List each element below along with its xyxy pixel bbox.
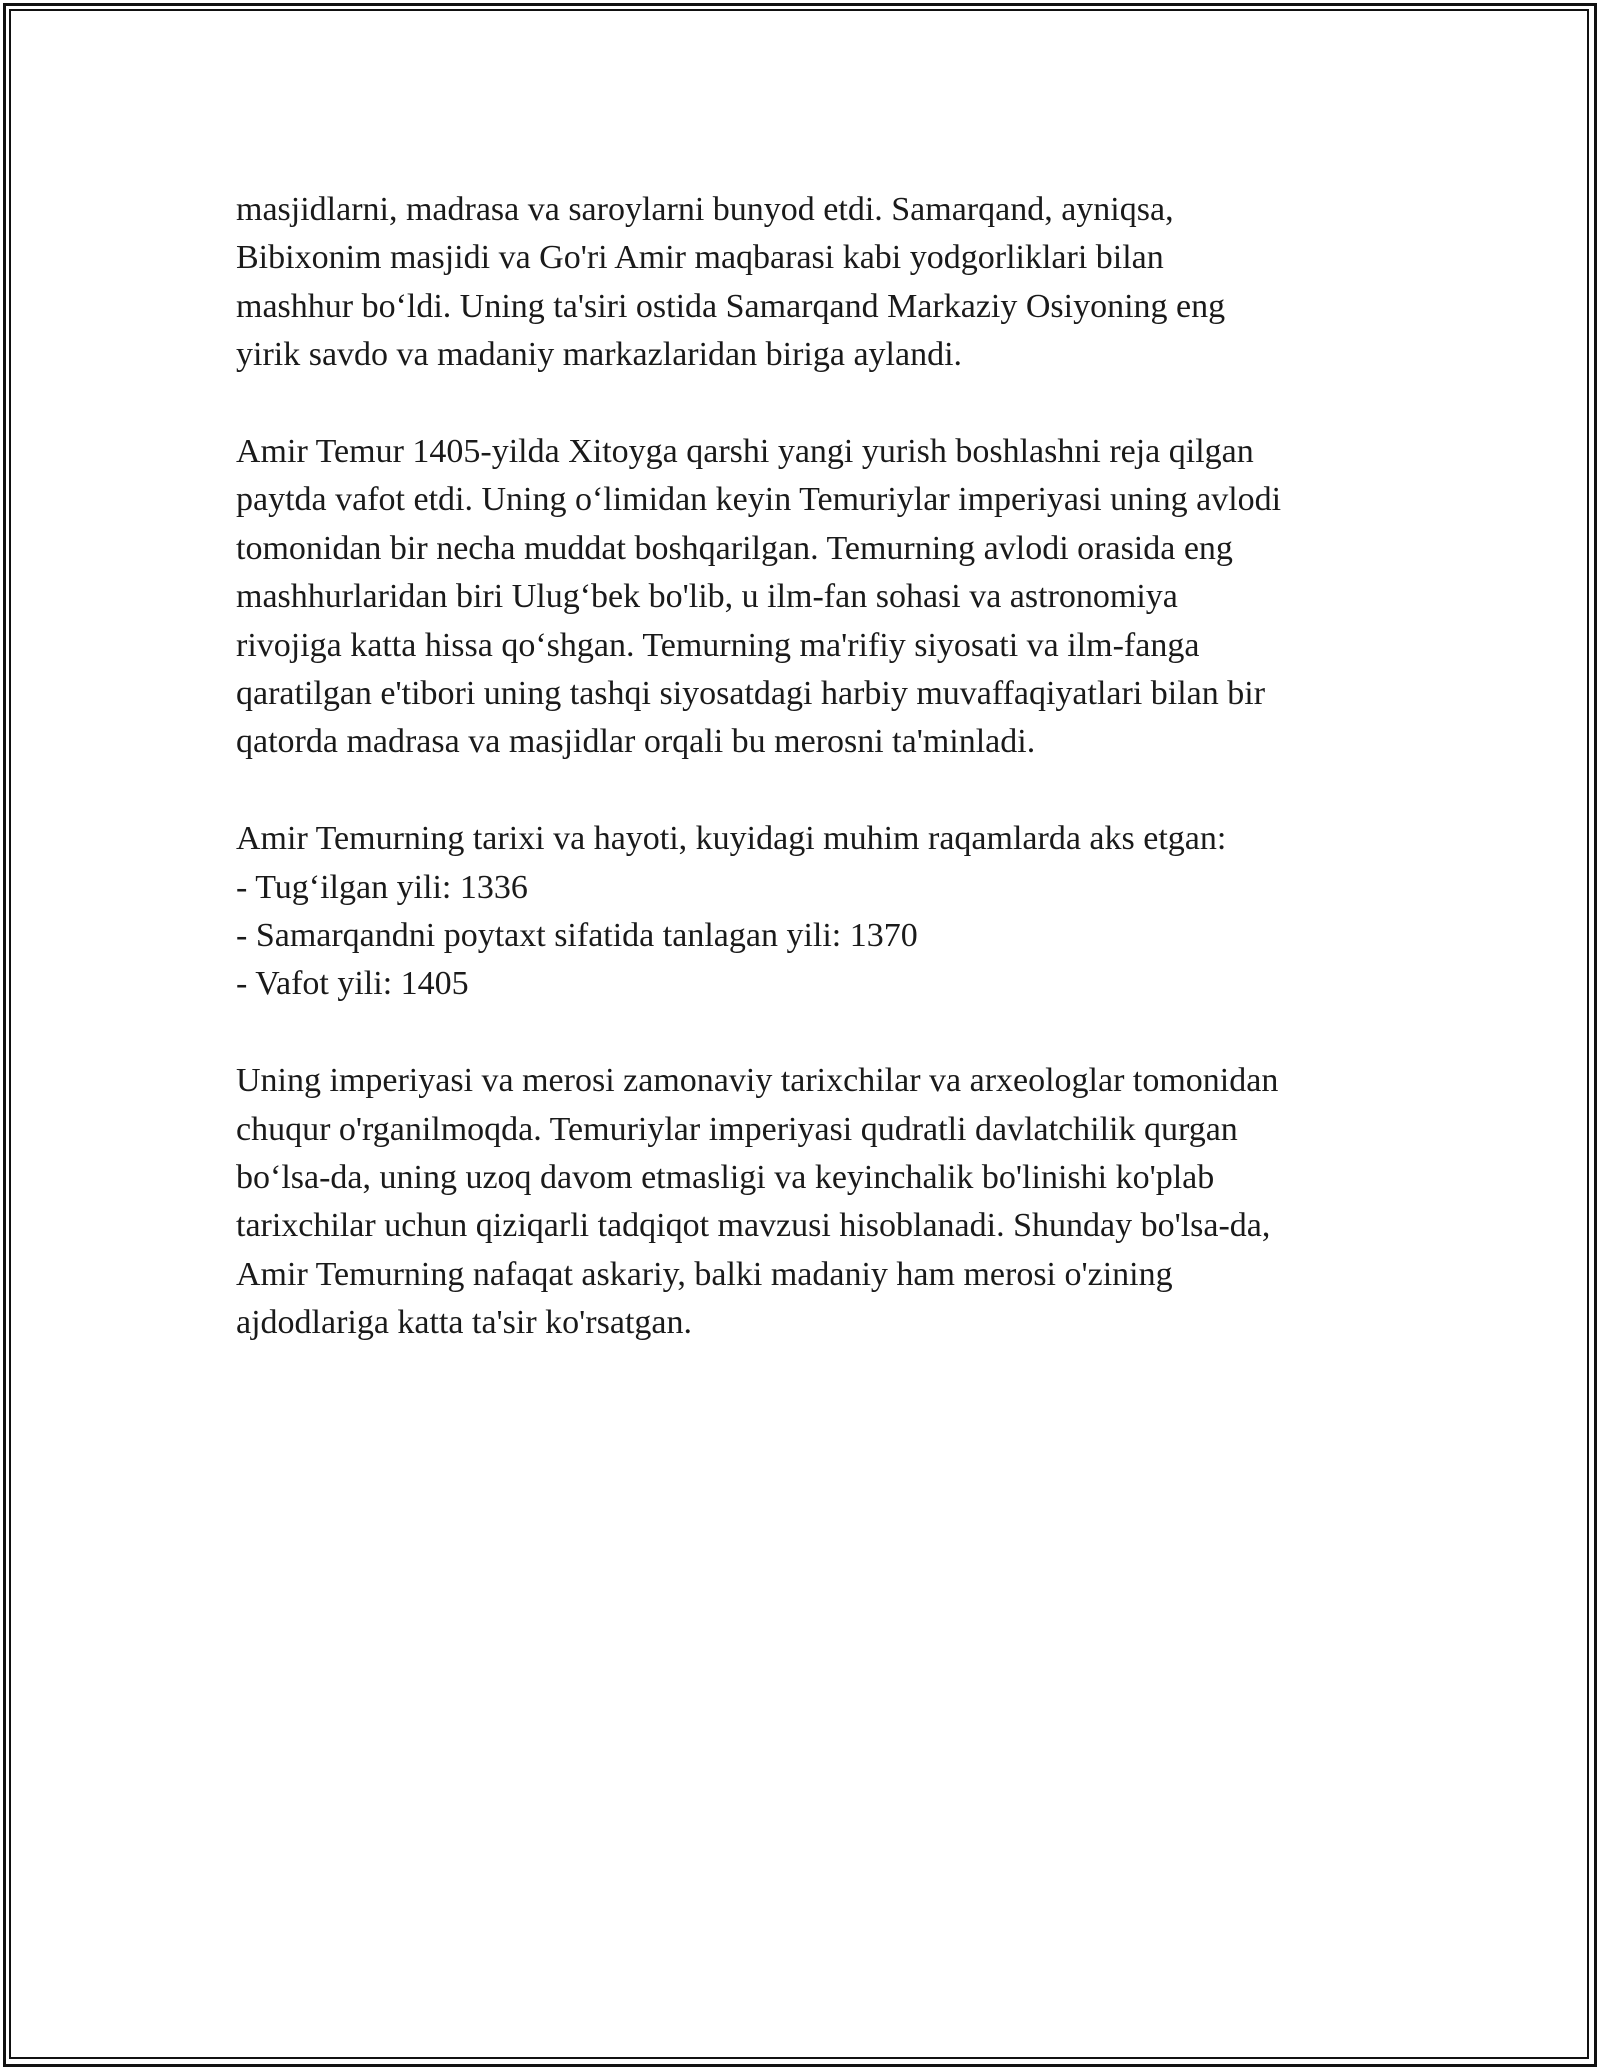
paragraph-empire-study: Uning imperiyasi va merosi zamonaviy tarixchilar va arxeologlar tomonidan chuqur o'rganilmoqda. Temuriylar imperiyasi qudratli davlatchilik qurgan bo‘lsa-da, uning uzoq davom etmasligi va keyinchalik bo'linishi ko'plab tarixchilar uchun qiziqarli tadqiqot mavzusi hisoblanadi. Shunday bo'lsa-da, Amir Temurning nafaqat askariy, balki madaniy ham merosi o'zining ajdodlariga katta ta'sir ko'rsatgan. [236,1062,1279,1342]
document-body [236,186,1396,1396]
key-dates-block [236,815,1396,1009]
paragraph-samarqand-monuments: masjidlarni, madrasa va saroylarni bunyod etdi. Samarqand, ayniqsa, Bibixonim masjidi va Go'ri Amir maqbarasi kabi yodgorliklari bilan mashhur bo‘ldi. Uning ta'siri ostida Samarqand Markaziy Osiyoning eng yirik savdo va madaniy markazlaridan biriga aylandi. [236,191,1226,374]
list-item-death-year: - Vafot yili: 1405 [236,965,469,1003]
key-dates-intro: Amir Temurning tarixi va hayoti, kuyidagi muhim raqamlarda aks etgan: [236,820,1227,858]
paragraph-temur-death-and-legacy: Amir Temur 1405-yilda Xitoyga qarshi yangi yurish boshlashni reja qilgan paytda vafot etdi. Uning o‘limidan keyin Temuriylar imperiyasi uning avlodi tomonidan bir necha muddat boshqarilgan. Temurning avlodi orasida eng mashhurlaridan biri Ulug‘bek bo'lib, u ilm-fan sohasi va astronomiya rivojiga katta hissa qo‘shgan. Temurning ma'rifiy siyosati va ilm-fanga qaratilgan e'tibori uning tashqi siyosatdagi harbiy muvaffaqiyatlari bilan bir qatorda madrasa va masjidlar orqali bu merosni ta'minladi. [236,433,1282,761]
list-item-birth-year: - Tug‘ilgan yili: 1336 [236,868,528,906]
list-item-capital-year: - Samarqandni poytaxt sifatida tanlagan yili: 1370 [236,917,918,955]
key-dates-list [236,864,1396,1009]
